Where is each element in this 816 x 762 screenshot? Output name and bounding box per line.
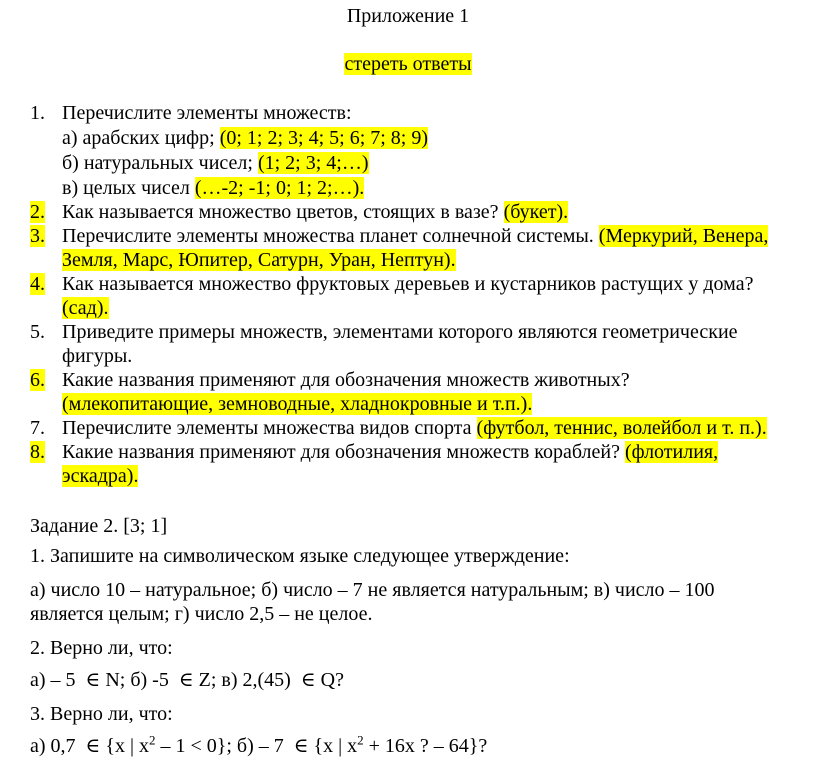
q3-part-a: а) 0,7 ∈ {x | x xyxy=(30,735,149,757)
item-2 xyxy=(62,200,568,224)
item-2-number xyxy=(30,200,54,224)
item-4-cont xyxy=(62,296,109,320)
task2-question-2-text: а) – 5 ∈ N; б) -5 ∈ Z; в) 2,(45) ∈ Q? xyxy=(30,669,344,691)
q3-superscript-2: 2 xyxy=(357,732,364,748)
task2-heading: Задание 2. [3; 1] xyxy=(30,515,168,537)
q3-part-c: + 16x ? – 64}? xyxy=(363,735,488,757)
item-7-answer: (футбол, теннис, волейбол и т. п.). xyxy=(476,417,767,439)
item-1-sub-c xyxy=(62,176,364,200)
item-3 xyxy=(62,224,768,248)
q3-superscript-1: 2 xyxy=(148,732,156,748)
item-8-cont xyxy=(62,464,138,488)
page-title-text: Приложение 1 xyxy=(346,5,470,27)
erase-answers-line xyxy=(0,52,816,76)
item-3-answer-line1: (Меркурий, Венера, xyxy=(598,225,769,247)
item-1-sub-b xyxy=(62,151,369,175)
page-title xyxy=(0,4,816,28)
item-2-text: Как называется множество цветов, стоящих в вазе? xyxy=(62,201,504,223)
item-1-sub-a-label: а) арабских цифр; xyxy=(62,127,220,149)
item-5-text-line1: Приведите примеры множеств, элементами которого являются геометрические xyxy=(62,321,738,343)
item-3-number xyxy=(30,224,54,248)
item-3-text: Перечислите элементы множества планет солнечной системы. xyxy=(62,225,599,247)
item-5-number: 5. xyxy=(30,321,45,343)
item-6-answer: (млекопитающие, земноводные, хладнокровные и т.п.). xyxy=(62,393,533,415)
task2-question-1: 1. Запишите на символическом языке следующее утверждение: xyxy=(30,545,570,567)
item-3-number-text: 3. xyxy=(30,225,45,247)
item-8-number xyxy=(30,440,54,464)
item-8-text: Какие названия применяют для обозначения множеств кораблей? xyxy=(62,441,625,463)
item-4-answer: (сад). xyxy=(62,297,109,319)
erase-answers-link[interactable]: стереть ответы xyxy=(344,53,472,75)
task2-question-1-text-line2: является целым; г) число 2,5 – не целое. xyxy=(30,603,373,625)
item-1-sub-b-label: б) натуральных чисел; xyxy=(62,152,258,174)
item-7-number: 7. xyxy=(30,417,45,439)
item-3-answer-line2: Земля, Марс, Юпитер, Сатурн, Уран, Нептун). xyxy=(62,249,456,271)
item-8-answer-line1: (флотилия, xyxy=(624,441,719,463)
item-1-sub-b-answer: (1; 2; 3; 4;…) xyxy=(257,152,369,174)
task2-question-3-text xyxy=(30,734,487,758)
task2-question-1-text-line1: а) число 10 – натуральное; б) число – 7 не является натуральным; в) число – 100 xyxy=(30,579,715,601)
item-4-text: Как называется множество фруктовых деревьев и кустарников растущих у дома? xyxy=(62,273,754,295)
item-7 xyxy=(62,416,767,440)
item-8-number-text: 8. xyxy=(30,441,45,463)
item-1-sub-c-answer: (…-2; -1; 0; 1; 2;…). xyxy=(194,177,365,199)
item-6-cont xyxy=(62,392,532,416)
item-1-text: Перечислите элементы множеств: xyxy=(62,102,352,124)
q3-part-b: – 1 < 0}; б) – 7 ∈ {x | x xyxy=(155,735,358,757)
task2-question-3: 3. Верно ли, что: xyxy=(30,703,173,725)
item-4-number xyxy=(30,272,54,296)
item-8-answer-line2: эскадра). xyxy=(62,465,139,487)
task2-question-2: 2. Верно ли, что: xyxy=(30,637,173,659)
item-2-answer: (букет). xyxy=(503,201,569,223)
item-2-number-text: 2. xyxy=(30,201,45,223)
item-4-number-text: 4. xyxy=(30,273,45,295)
item-1-sub-a-answer: (0; 1; 2; 3; 4; 5; 6; 7; 8; 9) xyxy=(219,127,429,149)
item-6-text: Какие названия применяют для обозначения множеств животных? xyxy=(62,369,630,391)
item-3-cont xyxy=(62,248,456,272)
item-1-sub-a xyxy=(62,126,428,150)
item-7-text: Перечислите элементы множества видов спорта xyxy=(62,417,477,439)
item-6-number-text: 6. xyxy=(30,369,45,391)
item-5-text-line2: фигуры. xyxy=(62,345,133,367)
item-1-number: 1. xyxy=(30,102,45,124)
item-6-number xyxy=(30,368,54,392)
item-1-sub-c-label: в) целых чисел xyxy=(62,177,195,199)
item-8 xyxy=(62,440,718,464)
